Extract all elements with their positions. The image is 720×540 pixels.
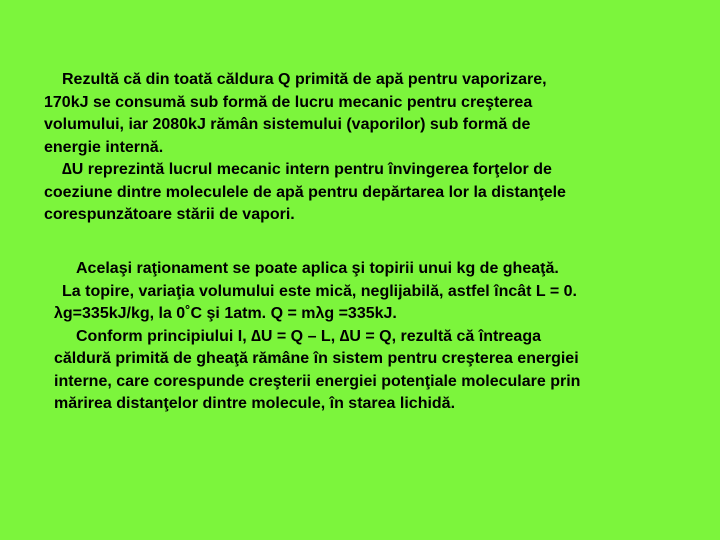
paragraph1-line: volumului, iar 2080kJ rămân sistemului (vaporilor) sub formă de bbox=[44, 116, 531, 133]
paragraph4-line: interne, care corespunde creşterii energiei potenţiale moleculare prin bbox=[54, 372, 581, 390]
paragraph3-line: λg=335kJ/kg, la 0˚C şi 1atm. Q = mλg =335kJ. bbox=[54, 305, 397, 322]
paragraph3-line: La topire, variaţia volumului este mică, neglijabilă, astfel încât L = 0. bbox=[62, 282, 577, 300]
paragraph1-line: Rezultă că din toată căldura Q primită de apă pentru vaporizare, bbox=[62, 71, 547, 88]
paragraph2-line: corespunzătoare stării de vapori. bbox=[44, 206, 295, 223]
paragraph2-line: coeziune dintre moleculele de apă pentru depărtarea lor la distanţele bbox=[44, 183, 566, 201]
text-block-vaporization bbox=[44, 69, 684, 227]
paragraph2-line: ∆U reprezintă lucrul mecanic intern pentru învingerea forţelor de bbox=[62, 161, 552, 178]
paragraph3-line: Acelaşi raţionament se poate aplica şi topirii unui kg de gheaţă. bbox=[76, 260, 559, 277]
paragraph4-line: Conform principiului I, ∆U = Q – L, ∆U = Q, rezultă că întreaga bbox=[76, 327, 541, 345]
text-block-melting bbox=[54, 258, 694, 416]
paragraph4-line: mărirea distanţelor dintre molecule, în starea lichidă. bbox=[54, 395, 456, 412]
paragraph4-line: căldură primită de gheaţă rămâne în sistem pentru creşterea energiei bbox=[54, 350, 579, 367]
paragraph1-line: energie internă. bbox=[44, 138, 164, 156]
paragraph1-line: 170kJ se consumă sub formă de lucru mecanic pentru creşterea bbox=[44, 93, 533, 111]
